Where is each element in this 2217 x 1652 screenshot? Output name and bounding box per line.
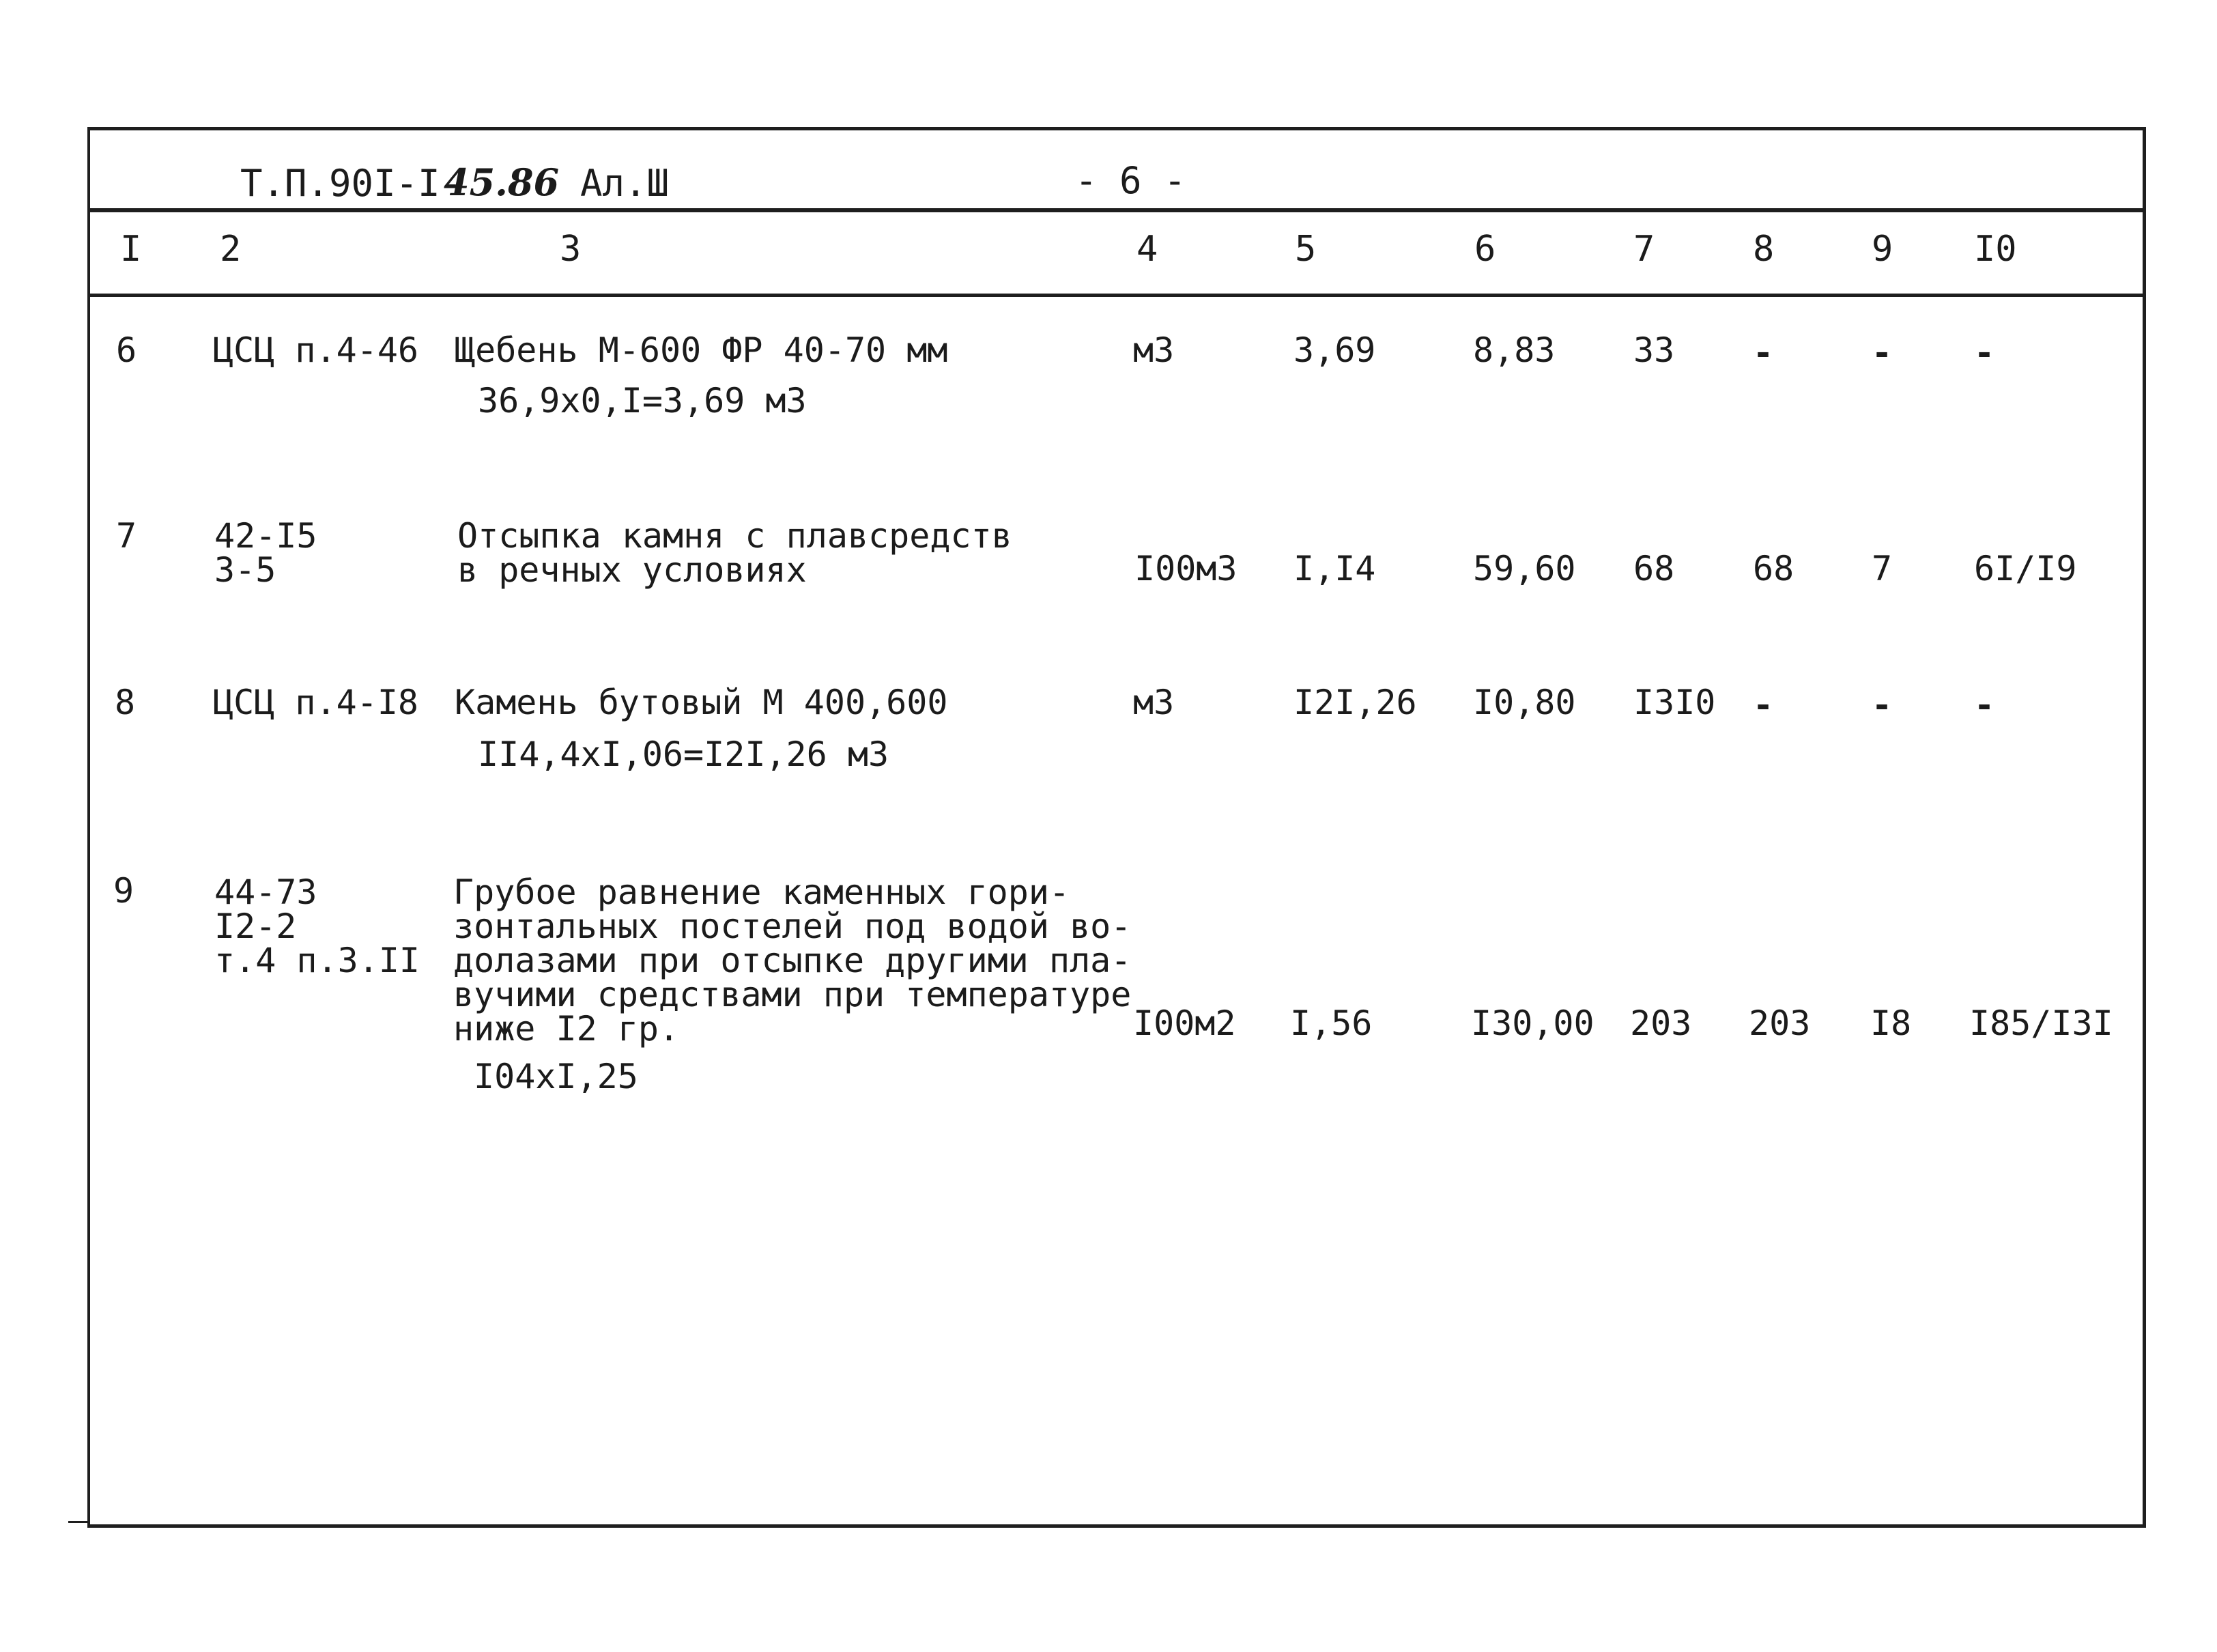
col-header-9: 9 [1872,229,1893,270]
unit-price: 59,60 [1473,549,1576,588]
doc-code-suffix: Ал.Ш [580,162,670,205]
total-cost: 68 [1633,549,1675,588]
col-10-value: I85/I3I [1969,1003,2113,1043]
quantity-calculation: II4,4xI,06=I2I,26 м3 [478,735,889,774]
work-description: Камень бутовый М 400,600 [455,683,948,722]
header-rule [87,208,2146,212]
col-9-value: - [1872,685,1893,725]
col-10-value: - [1974,333,1995,373]
row-number: 7 [116,516,137,556]
page-number: - 6 - [1075,159,1186,202]
unit: м3 [1133,683,1175,722]
doc-code-prefix: Т.П.90I-I- [240,162,463,205]
norm-reference: 44-73 I2-2 т.4 п.3.II [214,872,420,980]
col-header-2: 2 [220,229,242,270]
scan-edge-mark [68,1521,89,1523]
norm-reference: 42-I5 3-5 [214,516,317,590]
col-10-value: 6I/I9 [1974,549,2077,588]
col-9-value: 7 [1872,549,1893,588]
col-8-value: - [1753,685,1774,725]
col-header-4: 4 [1136,229,1158,270]
quantity-calculation: I04xI,25 [474,1057,638,1096]
col-9-value: - [1872,333,1893,373]
quantity: I,I4 [1293,549,1376,588]
total-cost: 203 [1630,1003,1692,1043]
total-cost: I3I0 [1633,683,1716,722]
unit: I00м3 [1134,549,1238,588]
norm-reference: ЦСЦ п.4-I8 [213,683,419,722]
unit: м3 [1133,330,1175,370]
row-number: 9 [113,871,134,911]
work-description: Щебень М-600 ФР 40-70 мм [455,330,948,370]
row-number: 8 [115,683,136,722]
col-header-1: I [120,229,142,270]
total-cost: 33 [1633,330,1675,370]
col-header-10: I0 [1974,229,2017,270]
doc-code-handwritten: 45.86 [444,160,560,204]
unit-price: I30,00 [1471,1003,1594,1043]
row-number: 6 [116,330,137,370]
col-8-value: - [1753,333,1774,373]
col-8-value: 68 [1753,549,1794,588]
col-header-8: 8 [1753,229,1775,270]
col-8-value: 203 [1749,1003,1811,1043]
unit: I00м2 [1133,1003,1236,1043]
quantity: 3,69 [1293,330,1376,370]
unit-price: 8,83 [1473,330,1556,370]
work-description: Грубое равнение каменных гори- зонтальных постелей под водой во- долазами при отсыпке другими пла- вучими средствами при температуре ниже I2 гр. [453,872,1132,1049]
quantity-calculation: 36,9x0,I=3,69 м3 [478,381,807,421]
quantity: I,56 [1290,1003,1373,1043]
norm-reference: ЦСЦ п.4-46 [213,330,419,370]
col-header-5: 5 [1295,229,1317,270]
column-header-rule [87,294,2146,297]
col-header-7: 7 [1633,229,1655,270]
col-header-3: 3 [560,229,582,270]
unit-price: I0,80 [1473,683,1576,722]
col-header-6: 6 [1474,229,1496,270]
col-9-value: I8 [1870,1003,1912,1043]
col-10-value: - [1974,685,1995,725]
quantity: I2I,26 [1293,683,1417,722]
work-description: Отсыпка камня с плавсредств в речных условиях [457,516,1012,590]
